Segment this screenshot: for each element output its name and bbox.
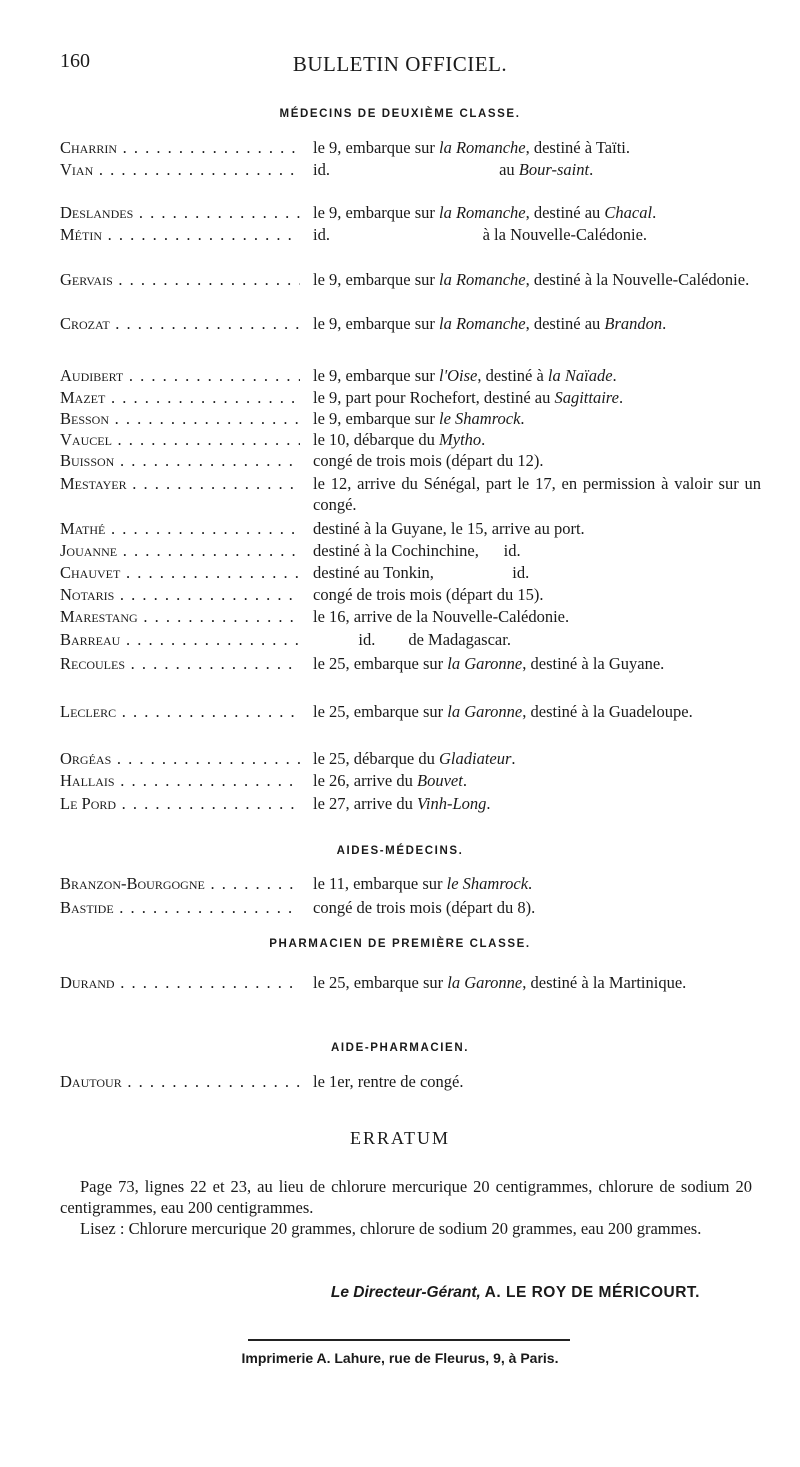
- detail-text: .: [511, 749, 516, 768]
- detail-text: destiné au Tonkin, id.: [313, 563, 530, 582]
- detail-text: congé de trois mois (départ du 12).: [313, 451, 544, 470]
- detail-text: le 25, débarque du: [313, 749, 439, 768]
- entry-name: Recoules . . .: [60, 654, 300, 674]
- entry-name: Besson . . .: [60, 409, 300, 429]
- detail-text: le 16, arrive de la Nouvelle-Calédonie.: [313, 607, 570, 626]
- entry-detail: [313, 1072, 761, 1093]
- erratum-title: ERRATUM: [349, 1128, 450, 1148]
- detail-text: , destiné au: [525, 203, 605, 222]
- entry-detail: [313, 874, 761, 895]
- entry-detail: [313, 366, 761, 387]
- detail-text: , destiné à la Martinique.: [522, 973, 687, 992]
- detail-text: .: [481, 430, 486, 449]
- entry-name: Deslandes . . .: [60, 203, 300, 223]
- erratum-paragraph: Page 73, lignes 22 et 23, au lieu de chlorure mercurique 20 centigrammes, chlorure de sodium 20 centigrammes, eau 200 centigrammes.: [60, 1177, 752, 1217]
- detail-text: le 12, arrive du Sénégal, part le 17, en permission à valoir sur un congé.: [313, 474, 761, 514]
- entry-detail: [313, 771, 761, 792]
- entry-detail: [313, 541, 761, 562]
- entry-detail: [313, 654, 761, 675]
- section-heading-medecins-deuxieme-classe: MÉDECINS DE DEUXIÈME CLASSE.: [279, 108, 521, 120]
- ship-name: Bour-saint: [518, 160, 590, 179]
- entry-detail: [313, 474, 761, 515]
- ship-name: Gladiateur: [439, 749, 512, 768]
- detail-text: , destiné au: [525, 314, 605, 333]
- detail-text: le 9, embarque sur: [313, 138, 439, 157]
- detail-text: .: [612, 366, 617, 385]
- ship-name: la Romanche: [439, 138, 526, 157]
- detail-text: .: [520, 409, 525, 428]
- ship-name: Brandon: [604, 314, 663, 333]
- erratum-paragraph: Lisez : Chlorure mercurique 20 grammes, chlorure de sodium 20 grammes, eau 200 grammes.: [80, 1219, 702, 1238]
- detail-text: le 10, débarque du: [313, 430, 439, 449]
- entry-detail: [313, 270, 761, 291]
- detail-text: le 9, embarque sur: [313, 314, 439, 333]
- section-heading-aides-medecins: AIDES-MÉDECINS.: [336, 845, 464, 857]
- entry-name: Vaucel . . .: [60, 430, 300, 450]
- ship-name: le Shamrock: [439, 409, 521, 428]
- detail-text: id. au: [313, 160, 519, 179]
- detail-text: le 25, embarque sur: [313, 973, 448, 992]
- entry-detail: [313, 409, 761, 430]
- detail-text: le 25, embarque sur: [313, 654, 448, 673]
- entry-detail: [313, 451, 761, 472]
- ship-name: Bouvet: [417, 771, 463, 790]
- ship-name: la Garonne: [447, 654, 523, 673]
- detail-text: id. à la Nouvelle-Calédonie.: [313, 225, 648, 244]
- printer-imprint: Imprimerie A. Lahure, rue de Fleurus, 9, à Paris.: [241, 1350, 559, 1366]
- detail-text: destiné à la Cochinchine, id.: [313, 541, 521, 560]
- entry-name: Bastide . . .: [60, 898, 300, 918]
- entry-name: Durand . . .: [60, 973, 300, 993]
- entry-name: Buisson . . .: [60, 451, 300, 471]
- entry-detail: [313, 585, 761, 606]
- entry-name: Mathé . . .: [60, 519, 300, 539]
- detail-text: .: [528, 874, 533, 893]
- detail-text: .: [652, 203, 657, 222]
- entry-detail: [313, 898, 761, 919]
- section-heading-pharmacien-premiere-classe: PHARMACIEN DE PREMIÈRE CLASSE.: [269, 938, 531, 950]
- entry-name: Mestayer . . .: [60, 474, 300, 494]
- ship-name: Sagittaire: [554, 388, 619, 407]
- entry-detail: [313, 749, 761, 770]
- detail-text: le 9, part pour Rochefort, destiné au: [313, 388, 555, 407]
- ship-name: la Garonne: [447, 702, 523, 721]
- signature-role: Le Directeur-Gérant,: [330, 1284, 481, 1301]
- entry-name: Vian . . .: [60, 160, 300, 180]
- signature: [0, 1284, 700, 1302]
- entry-name: Mazet . . .: [60, 388, 300, 408]
- ship-name: la Garonne: [447, 973, 523, 992]
- detail-text: destiné à la Guyane, le 15, arrive au port.: [313, 519, 585, 538]
- ship-name: la Romanche: [439, 203, 526, 222]
- detail-text: le 9, embarque sur: [313, 270, 439, 289]
- entry-name: Gervais . . .: [60, 270, 300, 290]
- ship-name: Chacal: [604, 203, 653, 222]
- entry-name: Barreau . . .: [60, 630, 300, 650]
- detail-text: le 1er, rentre de congé.: [313, 1072, 464, 1091]
- ship-name: l'Oise: [439, 366, 478, 385]
- entry-detail: [313, 388, 761, 409]
- ship-name: la Romanche: [439, 314, 526, 333]
- entry-detail: [313, 203, 761, 224]
- entry-detail: [313, 138, 761, 159]
- entry-name: Métin . . .: [60, 225, 300, 245]
- detail-text: congé de trois mois (départ du 15).: [313, 585, 544, 604]
- page-number: 160: [60, 50, 90, 72]
- entry-name: Hallais . . .: [60, 771, 300, 791]
- entry-detail: [313, 607, 761, 628]
- entry-detail: [313, 702, 761, 723]
- entry-name: Marestang . . .: [60, 607, 300, 627]
- detail-text: , destiné à la Guyane.: [522, 654, 665, 673]
- ship-name: Vinh-Long: [417, 794, 487, 813]
- erratum-text: [60, 1176, 752, 1239]
- entry-detail: [313, 973, 761, 994]
- detail-text: le 9, embarque sur: [313, 409, 439, 428]
- running-head: BULLETIN OFFICIEL.: [292, 52, 508, 76]
- detail-text: .: [589, 160, 594, 179]
- entry-detail: [313, 519, 761, 540]
- detail-text: .: [462, 771, 467, 790]
- entry-name: Crozat . . .: [60, 314, 300, 334]
- ship-name: la Naïade: [547, 366, 613, 385]
- entry-detail: [313, 225, 761, 246]
- entry-detail: [313, 314, 761, 335]
- detail-text: , destiné à Taïti.: [525, 138, 630, 157]
- detail-text: congé de trois mois (départ du 8).: [313, 898, 536, 917]
- entry-name: Audibert . . .: [60, 366, 300, 386]
- entry-detail: [313, 430, 761, 451]
- ship-name: le Shamrock: [446, 874, 529, 893]
- entry-name: Jouanne . . .: [60, 541, 300, 561]
- entry-name: Chauvet . . .: [60, 563, 300, 583]
- detail-text: le 9, embarque sur: [313, 366, 439, 385]
- ship-name: Mytho: [439, 430, 482, 449]
- signature-name: A. LE ROY DE MÉRICOURT.: [484, 1284, 700, 1301]
- entry-detail: [313, 630, 761, 651]
- ship-name: la Romanche: [439, 270, 526, 289]
- detail-text: id. de Madagascar.: [313, 630, 511, 649]
- detail-text: , destiné à: [477, 366, 548, 385]
- entry-name: Notaris . . .: [60, 585, 300, 605]
- detail-text: le 9, embarque sur: [313, 203, 439, 222]
- detail-text: , destiné à la Guadeloupe.: [522, 702, 693, 721]
- entry-detail: [313, 160, 761, 181]
- entry-name: Branzon-Bourgogne . . .: [60, 874, 300, 894]
- detail-text: .: [618, 388, 624, 407]
- detail-text: .: [662, 314, 667, 333]
- entry-name: Leclerc . . .: [60, 702, 300, 722]
- entry-name: Dautour . . .: [60, 1072, 300, 1092]
- detail-text: , destiné à la Nouvelle-Calédonie.: [525, 270, 750, 289]
- detail-text: .: [486, 794, 491, 813]
- entry-detail: [313, 563, 761, 584]
- section-heading-aide-pharmacien: AIDE-PHARMACIEN.: [330, 1042, 470, 1054]
- detail-text: le 25, embarque sur: [313, 702, 448, 721]
- entry-name: Le Pord . . .: [60, 794, 300, 814]
- entry-detail: [313, 794, 761, 815]
- detail-text: le 27, arrive du: [313, 794, 418, 813]
- entry-name: Charrin . . .: [60, 138, 300, 158]
- detail-text: le 26, arrive du: [313, 771, 418, 790]
- detail-text: le 11, embarque sur: [313, 874, 447, 893]
- footer-rule: [248, 1339, 570, 1341]
- entry-name: Orgéas . . .: [60, 749, 300, 769]
